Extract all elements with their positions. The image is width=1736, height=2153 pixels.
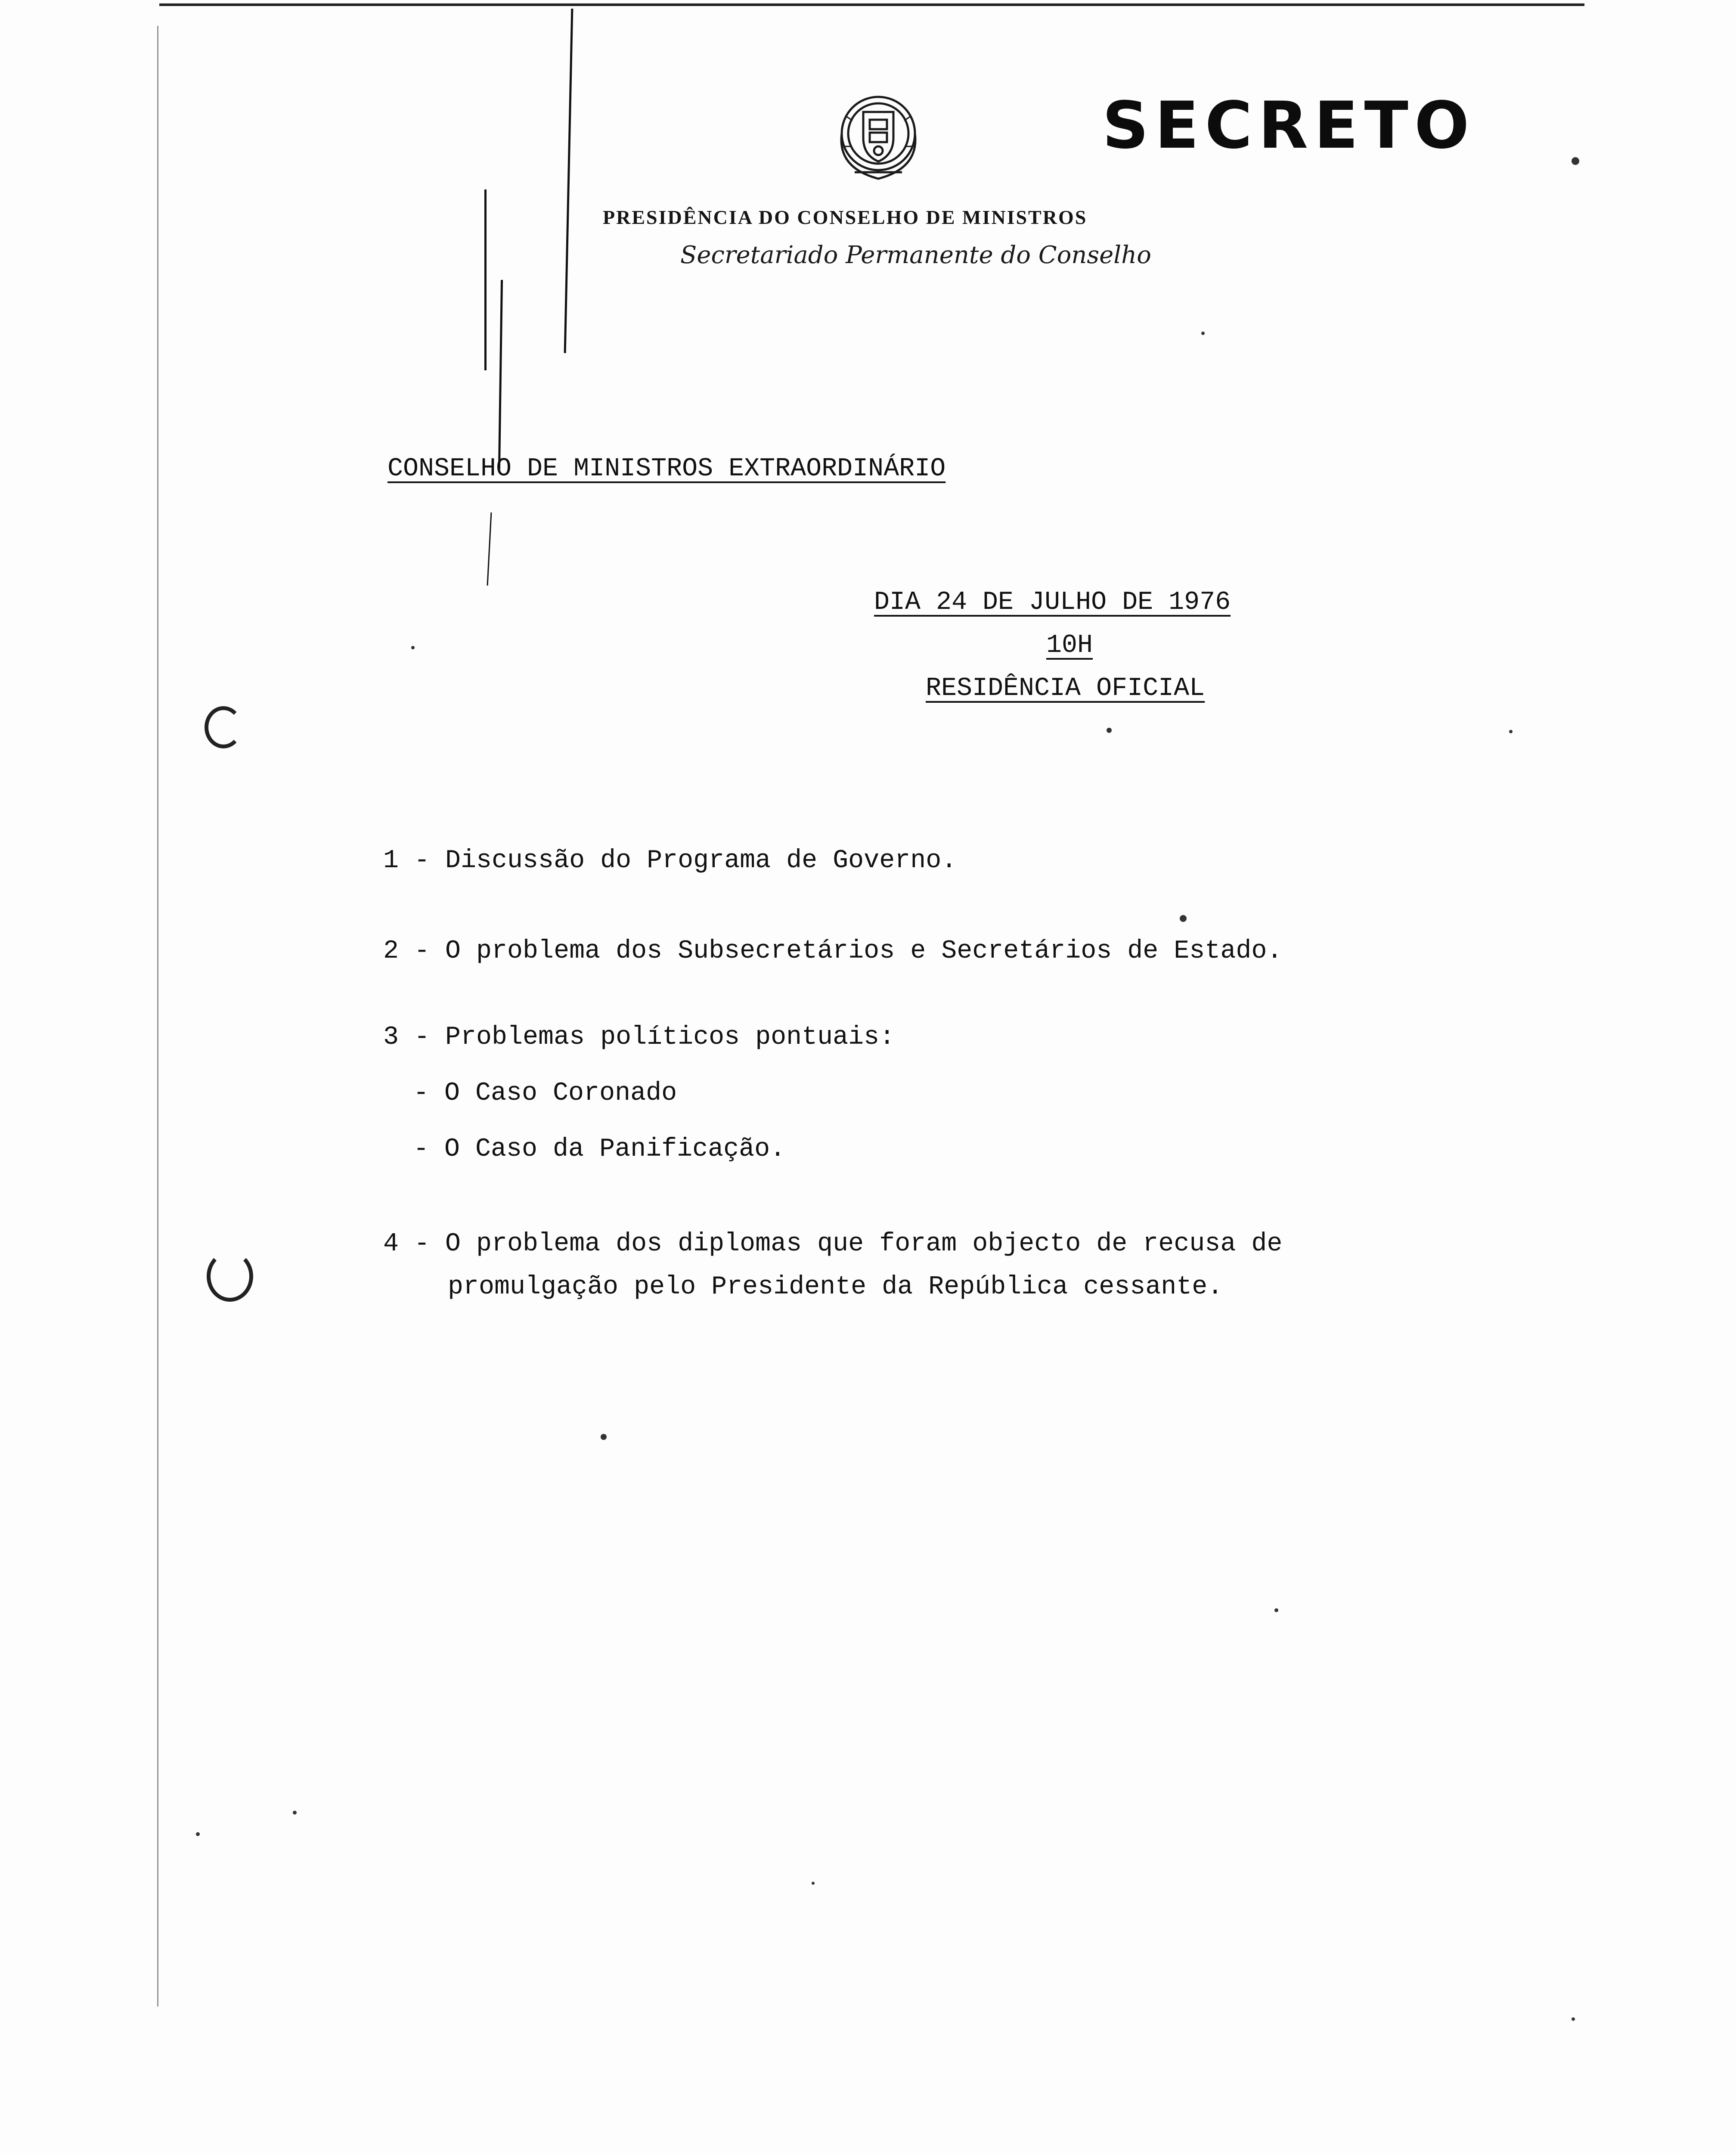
scan-speck <box>1274 1608 1278 1612</box>
scan-speck <box>411 646 415 649</box>
punch-hole <box>205 706 242 748</box>
margin-pen-stroke <box>487 512 492 586</box>
agenda-item: 4 - O problema dos diplomas que foram objecto de recusa de <box>383 1229 1283 1259</box>
margin-pen-stroke <box>484 189 487 370</box>
agenda-item-continuation: promulgação pelo Presidente da República cessante. <box>448 1272 1223 1302</box>
coat-of-arms-seal-icon <box>829 86 928 189</box>
scan-speck <box>812 1882 815 1885</box>
top-border-line <box>159 3 1584 6</box>
scan-speck <box>1572 157 1579 165</box>
meeting-title: CONSELHO DE MINISTROS EXTRAORDINÁRIO <box>388 454 946 484</box>
agenda-subitem: - O Caso Coronado <box>413 1079 677 1108</box>
agenda-item: 2 - O problema dos Subsecretários e Secretários de Estado. <box>383 937 1283 966</box>
scan-speck <box>1201 332 1205 335</box>
margin-pen-stroke <box>564 9 574 353</box>
punch-hole <box>207 1251 253 1302</box>
meeting-time: 10H <box>1046 631 1093 660</box>
scan-speck <box>1509 730 1513 733</box>
scan-speck <box>1180 915 1187 922</box>
letterhead-secretariat: Secretariado Permanente do Conselho <box>680 241 1151 269</box>
meeting-place: RESIDÊNCIA OFICIAL <box>926 674 1205 703</box>
scan-speck <box>1107 728 1112 733</box>
meeting-date: DIA 24 DE JULHO DE 1976 <box>874 588 1231 617</box>
agenda-subitem: - O Caso da Panificação. <box>413 1135 786 1164</box>
agenda-item: 3 - Problemas políticos pontuais: <box>383 1023 895 1052</box>
letterhead-presidency: PRESIDÊNCIA DO CONSELHO DE MINISTROS <box>603 206 1088 228</box>
agenda-item: 1 - Discussão do Programa de Governo. <box>383 846 957 875</box>
scan-speck <box>1572 2017 1575 2021</box>
classification-stamp: SECRETO <box>1102 88 1476 163</box>
scan-speck <box>601 1434 607 1440</box>
scan-speck <box>293 1811 297 1815</box>
scan-speck <box>196 1832 200 1836</box>
margin-pen-stroke <box>498 280 503 469</box>
left-margin-line <box>157 26 158 2007</box>
